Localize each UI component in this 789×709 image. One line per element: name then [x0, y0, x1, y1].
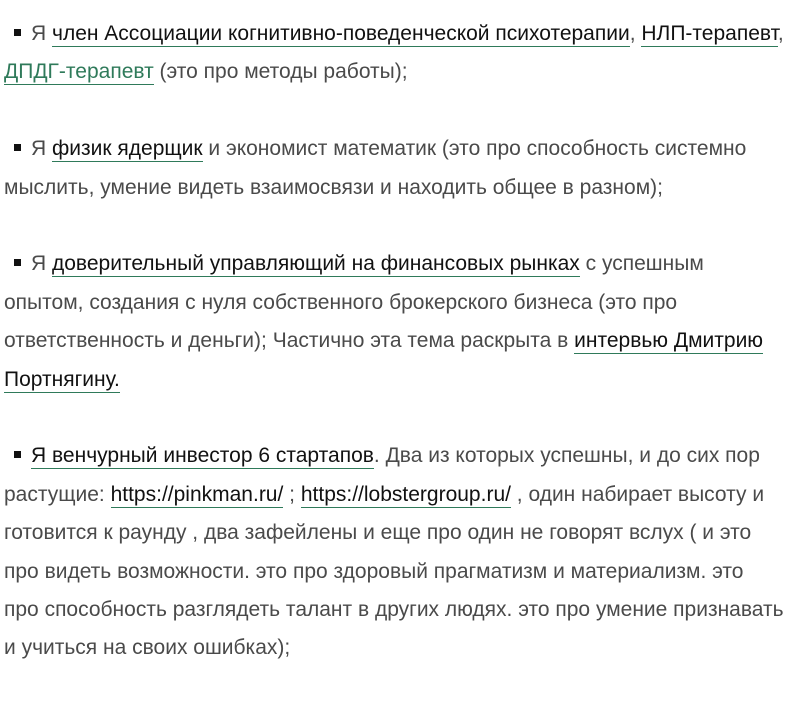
bullet-icon [14, 144, 21, 151]
trust-manager-link[interactable]: доверительный управляющий на финансовых рынках [52, 252, 580, 276]
venture-investor-link[interactable]: Я венчурный инвестор 6 стартапов [31, 444, 374, 468]
item-text: с успешным опытом, создания с нуля собственного брокерского бизнеса (это про ответственность и деньги); Частично эта тема раскрыта в [4, 252, 704, 353]
list-item-association [4, 15, 784, 92]
list-item-trustee [4, 245, 784, 399]
nlp-therapist-link[interactable]: НЛП-терапевт [641, 22, 778, 45]
bullet-icon [14, 451, 21, 458]
emdr-therapist-link[interactable]: ДПДГ-терапевт [4, 60, 154, 84]
lobstergroup-link[interactable]: https://lobstergroup.ru/ [300, 482, 511, 506]
bullet-icon [14, 29, 21, 36]
item-text: (это про методы работы); [153, 60, 408, 84]
list-item-physicist [4, 130, 784, 207]
list-item-investor [4, 437, 784, 667]
separator: ; [283, 482, 301, 506]
bullet-icon [14, 259, 21, 266]
item-text: и экономист математик (это про способность системно мыслить, умение видеть взаимосвязи и находить общее в разном); [4, 137, 747, 199]
separator: , [777, 22, 784, 45]
nuclear-physicist-link[interactable]: физик ядерщик [52, 137, 203, 161]
item-prefix: Я [31, 22, 52, 45]
association-link[interactable]: член Ассоциации когнитивно-поведенческой психотерапии [52, 22, 630, 45]
interview-link[interactable]: интервью Дмитрию Портнягину. [4, 329, 764, 391]
item-prefix: Я [31, 137, 52, 161]
item-text: . Два из которых успешны, и до сих пор растущие: [4, 444, 760, 506]
item-prefix: Я [31, 252, 52, 276]
item-text: , один набирает высоту и готовится к раунду , два зафейлены и еще про один не говорят вслух ( и это про видеть возможности. это про здоровый прагматизм и материализм. это про способность разглядеть талант в других людях. это про умение признавать и учиться на своих ошибках); [4, 482, 784, 660]
separator: , [629, 22, 642, 45]
pinkman-link[interactable]: https://pinkman.ru/ [110, 482, 284, 506]
